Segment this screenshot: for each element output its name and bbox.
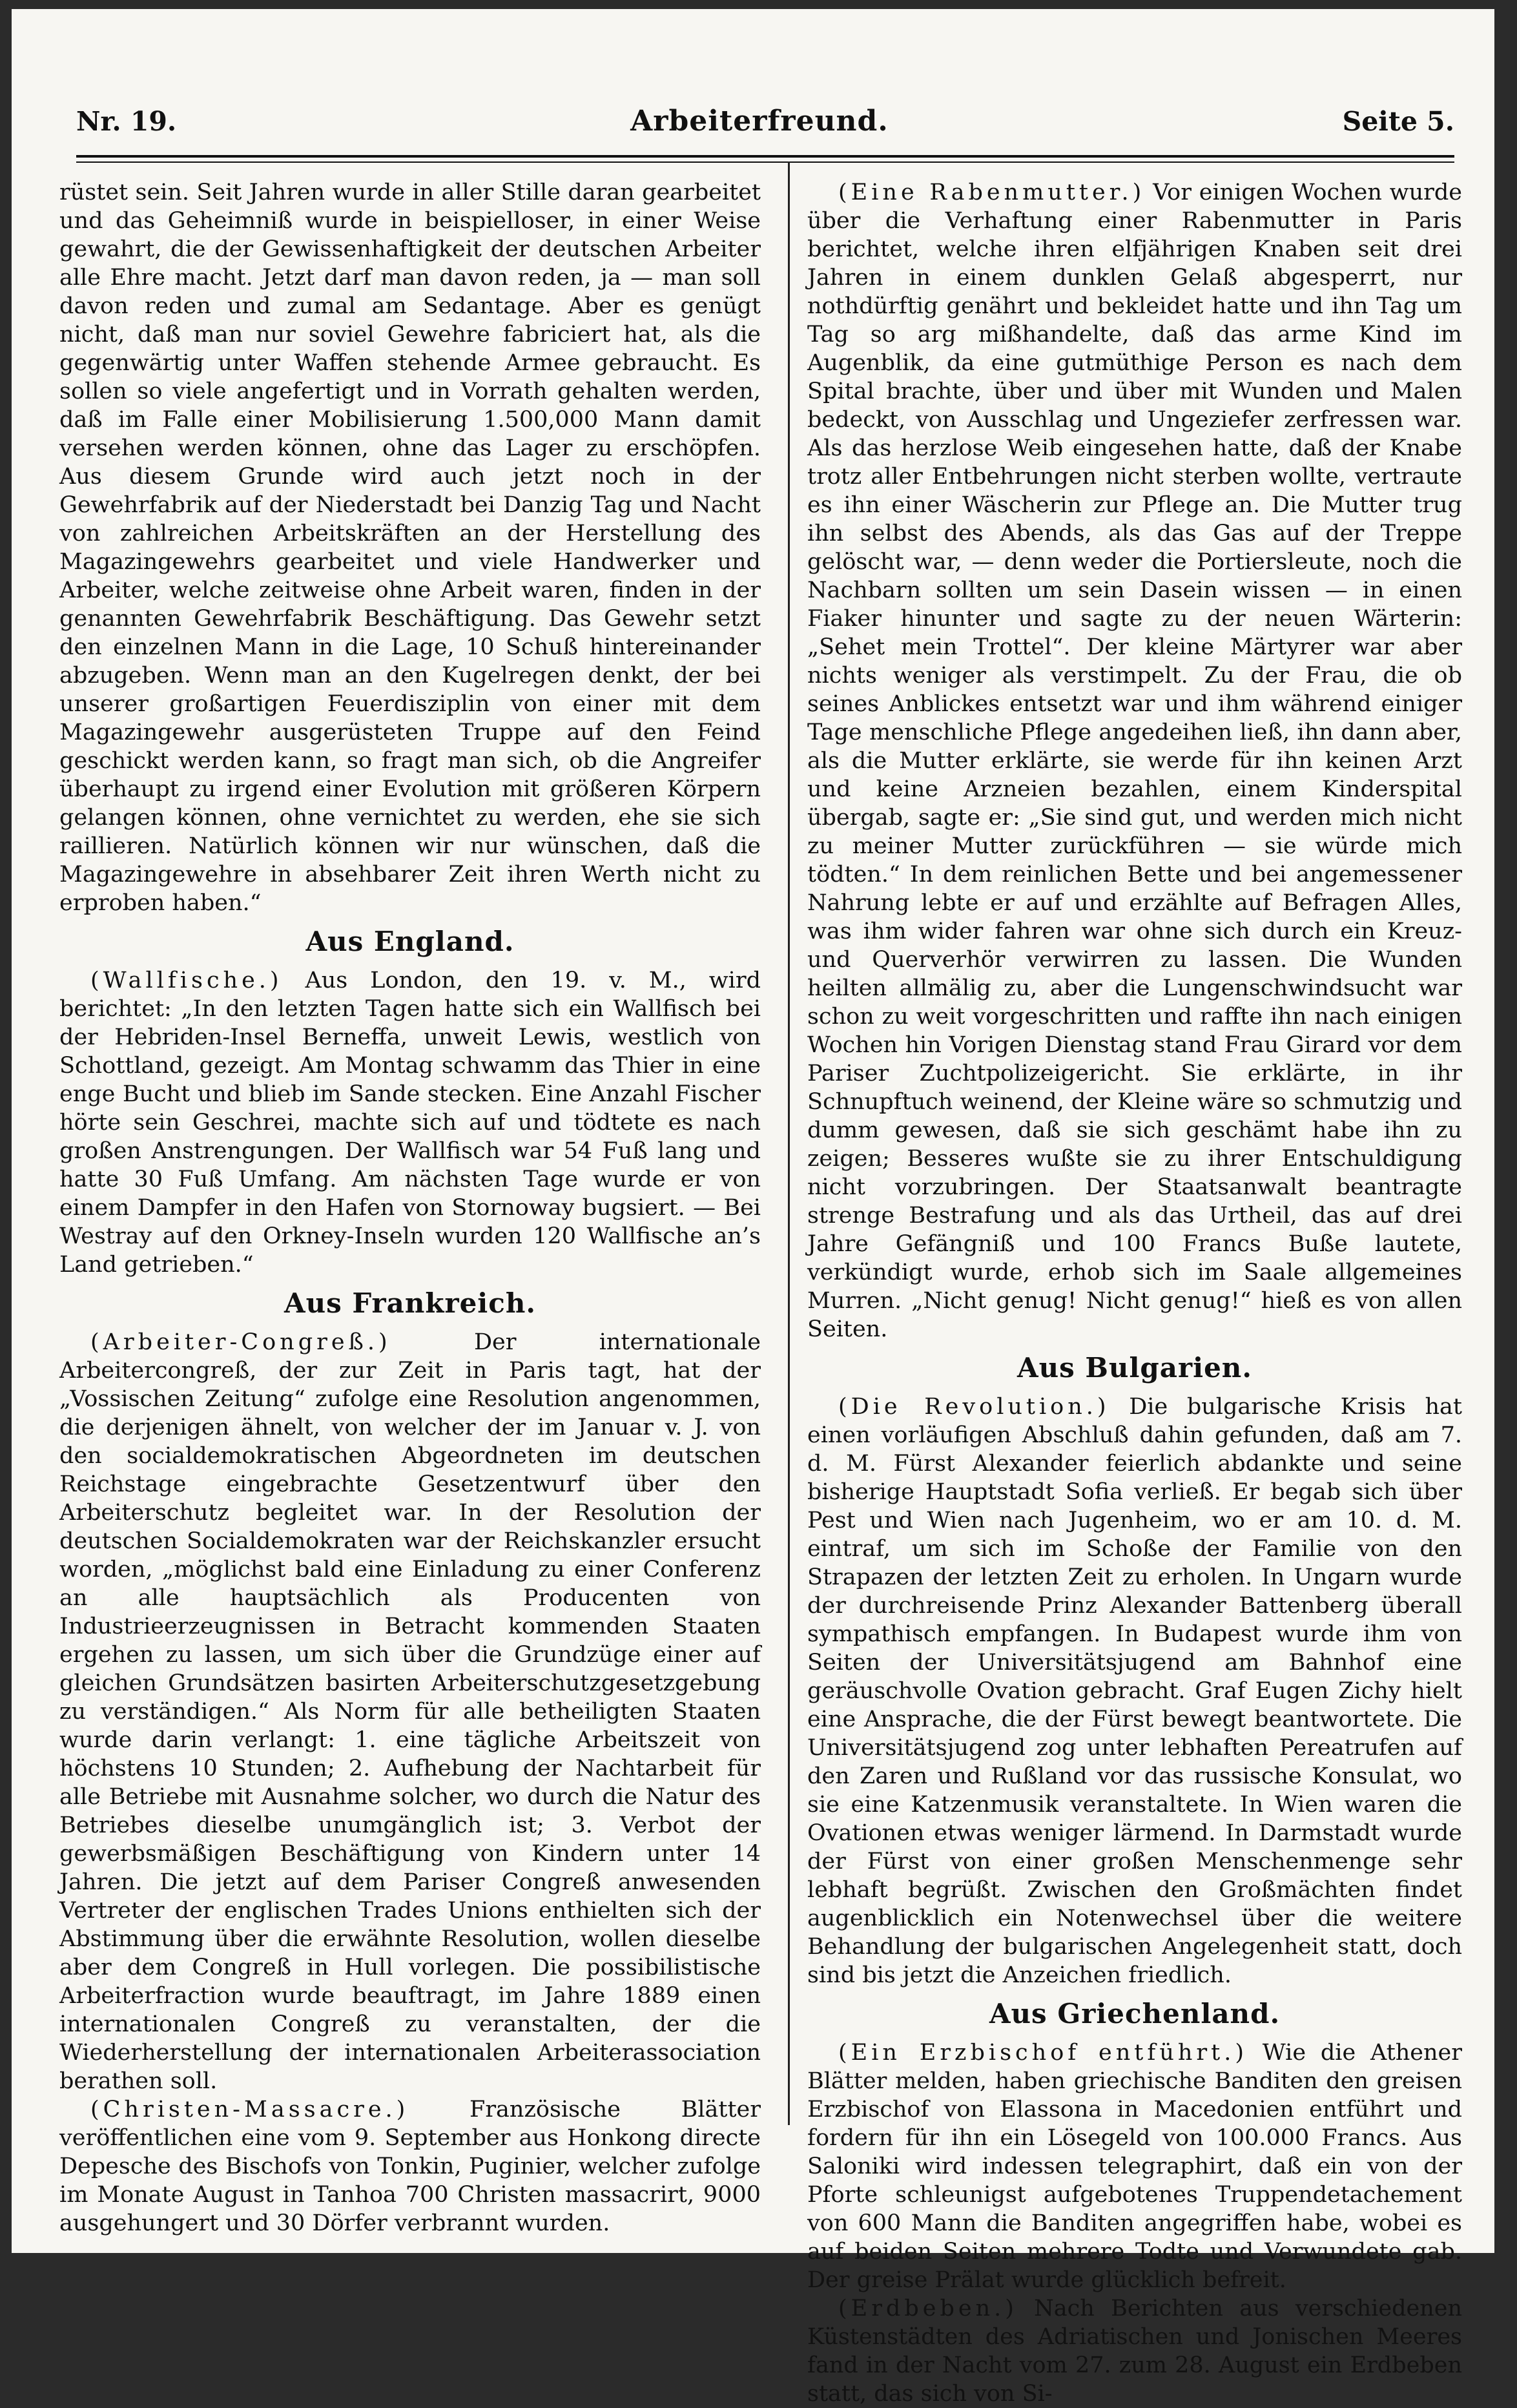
issue-number: Nr. 19. xyxy=(76,106,177,137)
article-body: Die bulgarische Krisis hat einen vorläufigen Abschluß dahin gefunden, daß am 7. d. M. Fürst Alexander feierlich abdankte und seine bisherige Hauptstadt Sofia verließ. Er begab sich über Pest und Wien nach Jugenheim, wo er am 10. d. M. eintraf, um sich im Schoße der Familie von den Strapazen der letzten Zeit zu erholen. In Ungarn wurde der durchreisende Prinz Alexander Battenberg überall sympathisch empfangen. In Budapest wurde ihm von Seiten der Universitätsjugend am Bahnhof eine geräuschvolle Ovation gebracht. Graf Eugen Zichy hielt eine Ansprache, die der Fürst bewegt beantwortete. Die Universitätsjugend zog unter lebhaften Pereatrufen auf den Zaren und Rußland vor das russische Konsulat, wo sie eine Katzenmusik veranstaltete. In Wien waren die Ovationen etwas weniger lärmend. In Darmstadt wurde der Fürst von einer großen Menschenmenge sehr lebhaft begrüßt. Zwischen den Großmächten findet augenblicklich ein Notenwechsel über die weitere Behandlung der bulgarischen Angelegenheit statt, doch sind bis jetzt die Anzeichen friedlich. xyxy=(807,1394,1462,1988)
article-body: Vor einigen Wochen wurde über die Verhaftung einer Rabenmutter in Paris berichtet, welche ihren elfjährigen Knaben seit drei Jahren in einem dunklen Gelaß abgesperrt, nur nothdürftig genährt und bekleidet hatte und ihn Tag um Tag so arg mißhandelte, daß das arme Kind im Augenblik, da eine gutmüthige Person es nach dem Spital brachte, über und über mit Wunden und Malen bedeckt, von Ausschlag und Ungeziefer zerfressen war. Als das herzlose Weib eingesehen hatte, daß der Knabe trotz aller Entbehrungen nicht sterben wollte, vertraute es ihn einer Wäscherin zur Pflege an. Die Mutter trug ihn selbst des Abends, als das Gas auf der Treppe gelöscht war, — denn weder die Portiersleute, noch die Nachbarn sollten um sein Dasein wissen — in einen Fiaker hinunter und sagte zu der neuen Wärterin: „Sehet mein Trottel“. Der kleine Märtyrer war aber nichts weniger als verstimpelt. Zu der Frau, die ob seines Anblickes entsetzt war und ihm während einiger Tage menschliche Pflege angedeihen ließ, ihn dann aber, als die Mutter erklärte, sie werde für ihn keinen Arzt und keine Arzneien bezahlen, einem Kinderspital übergab, sagte er: „Sie sind gut, und werden mich nicht zu meiner Mutter zurückführen — sie würde mich tödten.“ In dem reinlichen Bette und bei angemessener Nahrung lebte er auf und erzählte auf Befragen Alles, was ihm wider fahren war ohne sich durch ein Kreuz- und Querverhör verwirren zu lassen. Die Wunden heilten allmälig zu, aber die Lungenschwindsucht war schon zu weit vorgeschritten und raffte ihn nach einigen Wochen hin Vorigen Dienstag stand Frau Girard vor dem Pariser Zuchtpolizeigericht. Sie erklärte, in ihr Schnupftuch weinend, der Kleine wäre so schmutzig und dumm gewesen, daß sie sich geschämt habe ihn zu zeigen; Besseres wußte sie zu ihrer Entschuldigung nicht vorzubringen. Der Staatsanwalt beantragte strenge Bestrafung und als das Urtheil, das auf drei Jahre Gefängniß und 100 Francs Buße lautete, verkündigt wurde, erhob sich im Saale allgemeines Murren. „Nicht genug! Nicht genug!“ hieß es von allen Seiten. xyxy=(807,180,1462,1342)
left-column xyxy=(59,178,761,2237)
article-lead: (Ein Erzbischof entführt.) xyxy=(838,2040,1248,2066)
section-heading-england: Aus England. xyxy=(305,926,515,957)
section-heading-frankreich: Aus Frankreich. xyxy=(284,1287,536,1319)
article-body: Wie die Athener Blätter melden, haben griechische Banditen den greisen Erzbischof von Elassona in Macedonien entführt und fordern für ihn ein Lösegeld von 100.000 Francs. Aus Saloniki wird indessen telegraphirt, daß ein von der Pforte schleunigst aufgebotenes Truppendetachement von 600 Mann die Banditen angegriffen habe, wobei es auf beiden Seiten mehrere Todte und Verwundete gab. Der greise Prälat wurde glücklich befreit. xyxy=(807,2040,1463,2293)
article-body: Aus London, den 19. v. M., wird berichtet: „In den letzten Tagen hatte sich ein Wallfisch bei der Hebriden-Insel Berneffa, unweit Lewis, westlich von Schottland, gezeigt. Am Montag schwamm das Thier in eine enge Bucht und blieb im Sande stecken. Eine Anzahl Fischer hörte sein Geschrei, machte sich auf und tödtete es nach großen Anstrengungen. Der Wallfisch war 54 Fuß lang und hatte 30 Fuß Umfang. Am nächsten Tage wurde er von einem Dampfer in den Hafen von Stornoway bugsiert. — Bei Westray auf den Orkney-Inseln wurden 120 Wallfische an’s Land getrieben.“ xyxy=(59,968,761,1278)
article-arbeiter-congress xyxy=(59,1328,761,2095)
article-continued: rüstet sein. Seit Jahren wurde in aller Stille daran gearbeitet und das Geheimniß wurde in beispielloser, in einer Weise gewahrt, die der Gewissenhaftigkeit der deutschen Arbeiter alle Ehre macht. Jetzt darf man davon reden, ja — man soll davon reden und zumal am Sedantage. Aber es genügt nicht, daß man nur soviel Gewehre fabriciert hat, als die gegenwärtig unter Waffen stehende Armee gebraucht. Es sollen so viele angefertigt und in Vorrath gehalten werden, daß im Falle einer Mobilisierung 1.500,000 Mann damit versehen werden können, ohne das Lager zu erschöpfen. Aus diesem Grunde wird auch jetzt noch in der Gewehrfabrik auf der Niederstadt bei Danzig Tag und Nacht von zahlreichen Arbeitskräften an der Herstellung des Magazingewehrs gearbeitet und viele Handwerker und Arbeiter, welche zeitweise ohne Arbeit waren, finden in der genannten Gewehrfabrik Beschäftigung. Das Gewehr setzt den einzelnen Mann in die Lage, 10 Schuß hintereinander abzugeben. Wenn man an den Kugelregen denkt, der bei unserer großartigen Feuerdisziplin von einer mit dem Magazingewehr ausgerüsteten Truppe auf den Feind geschickt werden kann, so fragt man sich, ob die Angreifer überhaupt zu irgend einer Evolution mit größeren Körpern gelangen können, ohne vernichtet zu werden, ehe sie sich raillieren. Natürlich können wir nur wünschen, daß die Magazingewehre in absehbarer Zeit ihren Werth nicht zu erproben haben.“ xyxy=(59,180,761,916)
article-lead: (Eine Rabenmutter.) xyxy=(838,180,1146,205)
article-body: Der internationale Arbeitercongreß, der zur Zeit in Paris tagt, hat der „Vossischen Zeitung“ zufolge eine Resolution angenommen, die derjenigen ähnelt, von welcher der im Januar v. J. von den socialdemokratischen Abgeordneten im deutschen Reichstage eingebrachte Gesetzentwurf über den Arbeiterschutz begleitet war. In der Resolution der deutschen Socialdemokraten war der Reichskanzler ersucht worden, „möglichst bald eine Einladung zu einer Conferenz an alle hauptsächlich als Producenten von Industrieerzeugnissen in Betracht kommenden Staaten ergehen zu lassen, um sich über die Grundzüge einer auf gleichen Grundsätzen basirten Arbeiterschutzgesetzgebung zu verständigen.“ Als Norm für alle betheiligten Staaten wurde darin verlangt: 1. eine tägliche Arbeitszeit von höchstens 10 Stunden; 2. Aufhebung der Nachtarbeit für alle Betriebe mit Ausnahme solcher, wo durch die Natur des Betriebes dieselbe unumgänglich ist; 3. Verbot der gewerbsmäßigen Beschäftigung von Kindern unter 14 Jahren. Die jetzt auf dem Pariser Congreß anwesenden Vertreter der englischen Trades Unions enthielten sich der Abstimmung über die erwähnte Resolution, wollen dieselbe aber dem Congreß in Hull vorlegen. Die possibilistische Arbeiterfraction wurde beauftragt, im Jahre 1889 einen internationalen Congreß zu veranstalten, der die Wiederherstellung der internationalen Arbeiterassociation berathen soll. xyxy=(59,1329,761,2094)
article-body: Nach Berichten aus verschiedenen Küstenstädten des Adriatischen und Jonischen Meeres fand in der Nacht vom 27. zum 28. August ein Erdbeben statt, das sich von Si- xyxy=(807,2296,1462,2407)
article-body: Französische Blätter veröffentlichen eine vom 9. September aus Honkong directe Depesche des Bischofs von Tonkin, Puginier, welcher zufolge im Monate August in Tanhoa 700 Christen massacrirt, 9000 ausgehungert und 30 Dörfer verbrannt wurden. xyxy=(59,2097,761,2236)
header-rule xyxy=(76,155,1454,163)
page-header xyxy=(76,105,1454,150)
newspaper-title: Arbeiterfreund. xyxy=(630,105,889,138)
article-lead: (Arbeiter-Congreß.) xyxy=(90,1329,391,1355)
newspaper-page xyxy=(12,9,1494,2407)
article-rabenmutter xyxy=(807,178,1462,1344)
article-lead: (Wallfische.) xyxy=(90,968,283,993)
article-revolution xyxy=(807,1393,1462,1989)
page-number: Seite 5. xyxy=(1342,106,1454,137)
right-column xyxy=(807,178,1462,2408)
column-divider xyxy=(788,161,790,2125)
article-lead: (Christen-Massacre.) xyxy=(90,2097,409,2123)
article-lead: (Die Revolution.) xyxy=(838,1394,1110,1420)
article-erzbischof xyxy=(807,2039,1462,2294)
section-heading-griechenland: Aus Griechenland. xyxy=(989,1998,1281,2029)
article-erdbeben xyxy=(807,2294,1462,2408)
section-heading-bulgarien: Aus Bulgarien. xyxy=(1017,1352,1252,1384)
article-wallfische xyxy=(59,966,761,1279)
article-christen-massacre xyxy=(59,2095,761,2237)
article-lead: (Erdbeben.) xyxy=(838,2296,1018,2321)
